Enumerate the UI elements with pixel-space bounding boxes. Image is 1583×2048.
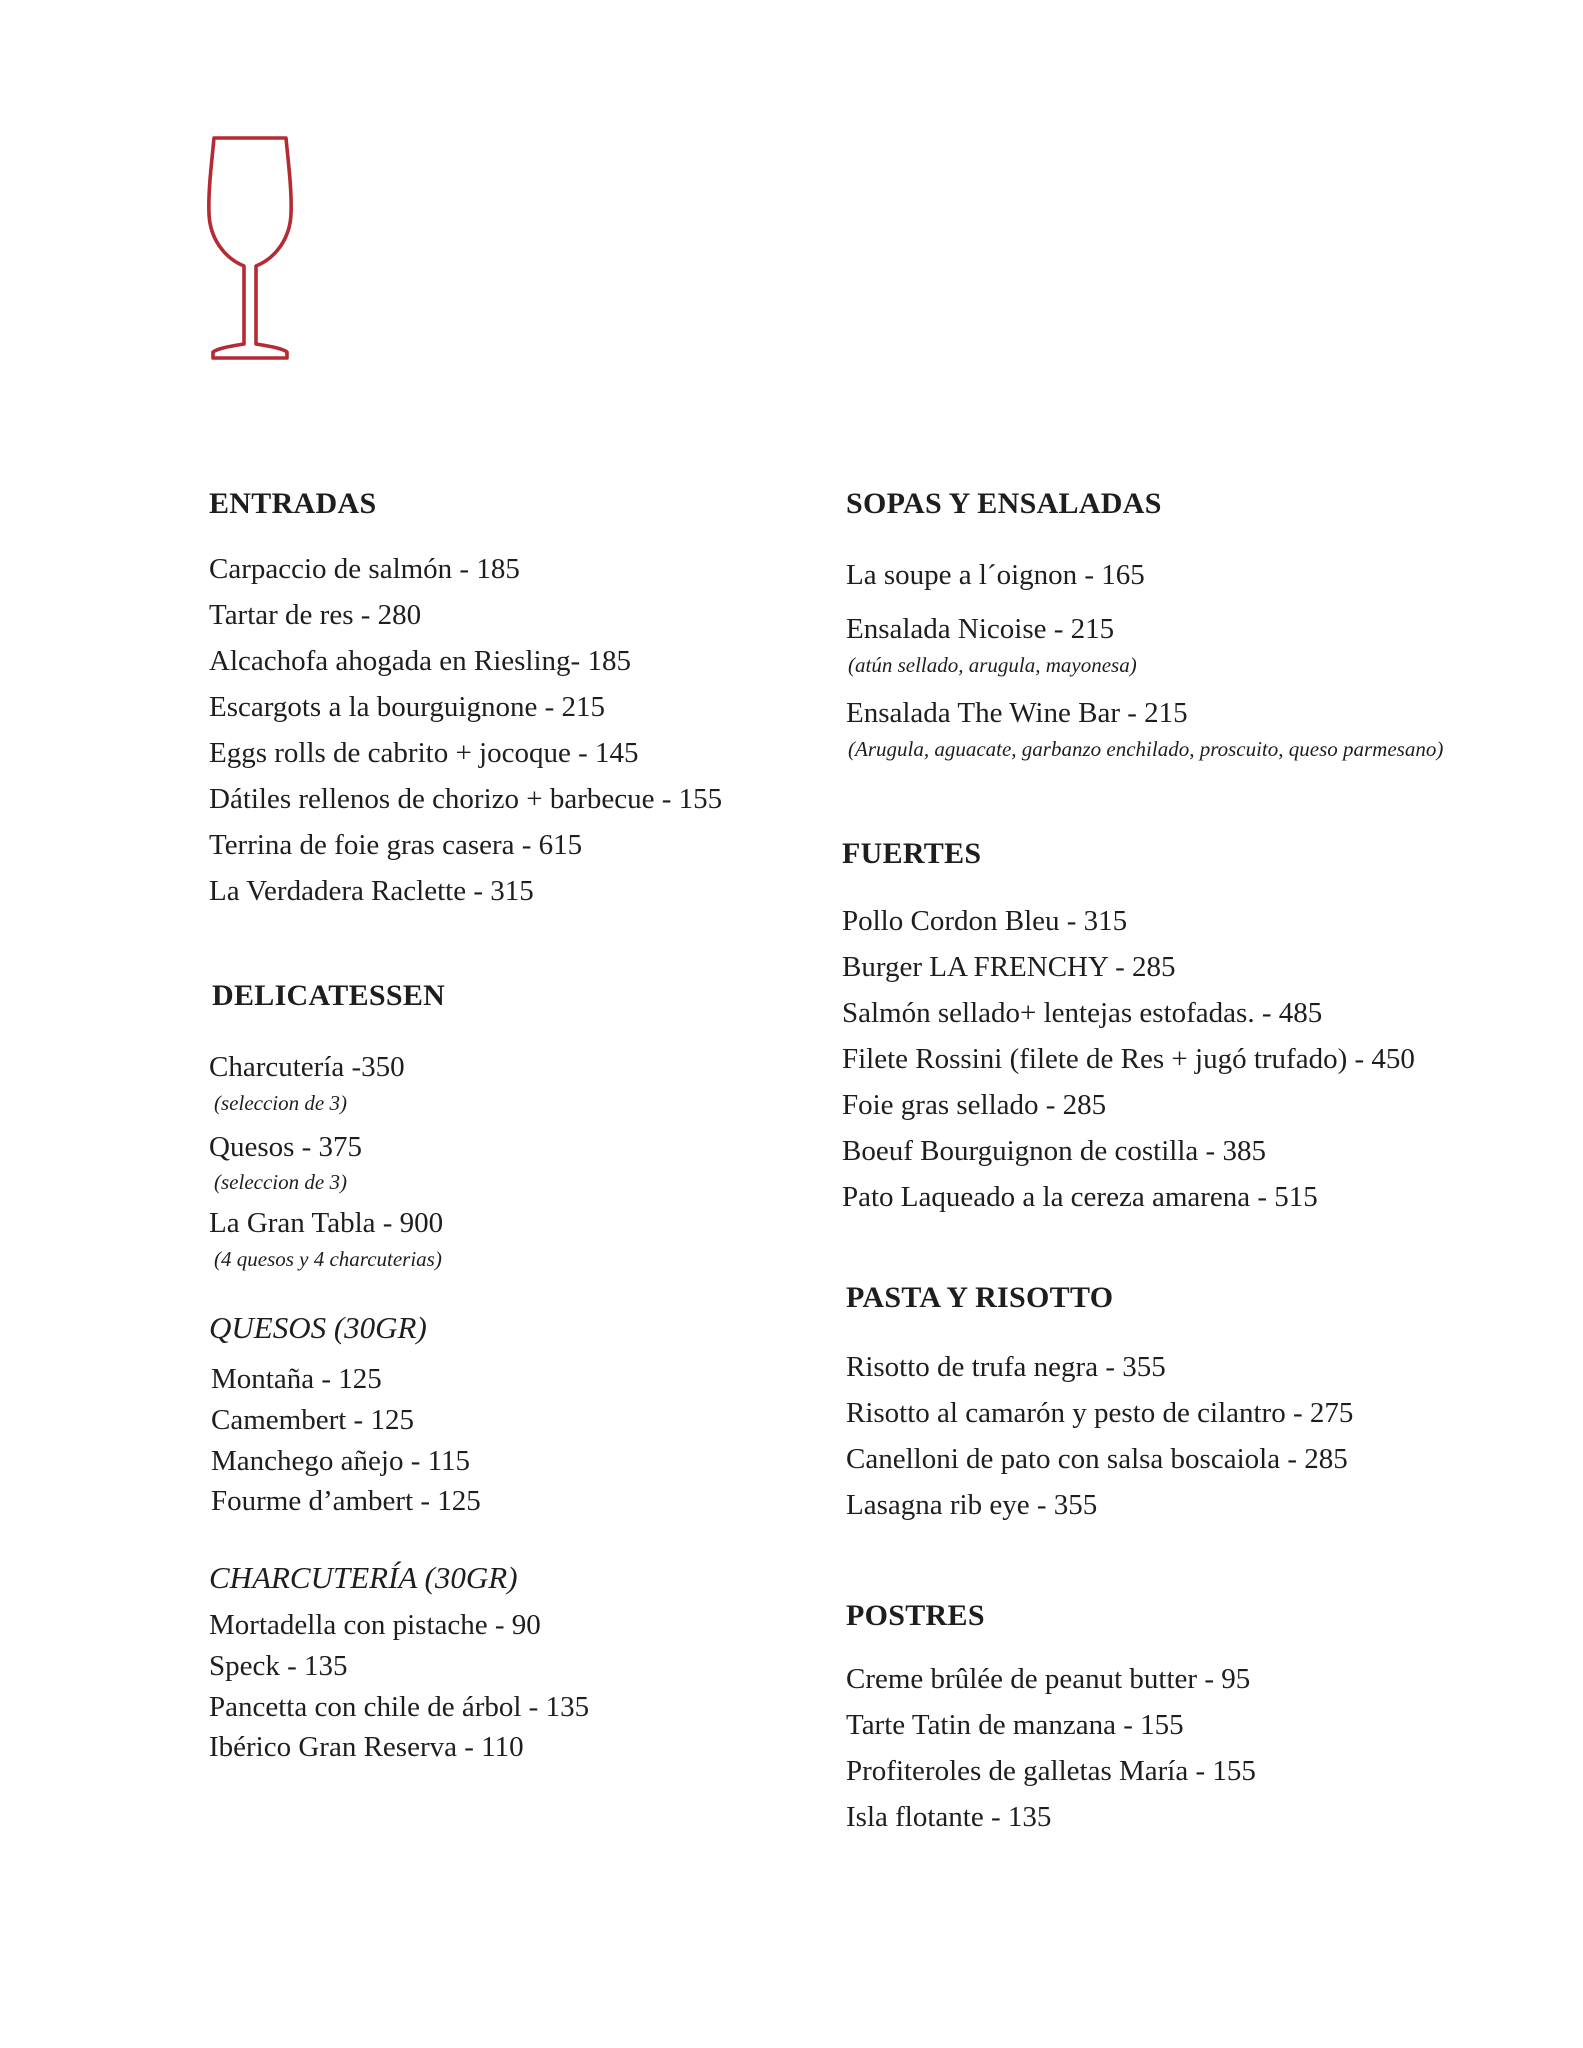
menu-item-note: (Arugula, aguacate, garbanzo enchilado, proscuito, queso parmesano) [848, 737, 1444, 761]
menu-item: Boeuf Bourguignon de costilla - 385 [842, 1135, 1266, 1167]
section-title: PASTA Y RISOTTO [846, 1281, 1114, 1314]
menu-item: Ibérico Gran Reserva - 110 [209, 1731, 524, 1763]
menu-item: Profiteroles de galletas María - 155 [846, 1755, 1256, 1787]
section-title: POSTRES [846, 1599, 985, 1632]
menu-item: La Verdadera Raclette - 315 [209, 875, 534, 907]
menu-item: La Gran Tabla - 900 [209, 1207, 444, 1239]
menu-item: Burger LA FRENCHY - 285 [842, 951, 1176, 983]
section-subtitle: CHARCUTERÍA (30GR) [209, 1560, 518, 1595]
section-quesos [209, 1310, 481, 1517]
menu-item: Pato Laqueado a la cereza amarena - 515 [842, 1181, 1318, 1213]
menu-item: Quesos - 375 [209, 1131, 363, 1163]
menu-item: Pancetta con chile de árbol - 135 [209, 1691, 590, 1723]
section-title: DELICATESSEN [212, 979, 446, 1012]
menu-item: Risotto al camarón y pesto de cilantro - 275 [846, 1397, 1354, 1429]
menu-item: Fourme d’ambert - 125 [211, 1485, 481, 1517]
menu-item: Canelloni de pato con salsa boscaiola - 285 [846, 1443, 1348, 1475]
menu-item: Filete Rossini (filete de Res + jugó trufado) - 450 [842, 1043, 1415, 1075]
section-title: FUERTES [842, 837, 982, 870]
menu-item: Lasagna rib eye - 355 [846, 1489, 1098, 1521]
menu-item: Ensalada Nicoise - 215 [846, 613, 1115, 645]
menu-item-note: (4 quesos y 4 charcuterias) [214, 1247, 442, 1271]
section-pasta-y-risotto [846, 1280, 1354, 1521]
menu-item: Speck - 135 [209, 1650, 348, 1682]
menu-item-note: (seleccion de 3) [214, 1091, 347, 1115]
menu-item-note: (seleccion de 3) [214, 1170, 347, 1194]
section-sopas-y-ensaladas [846, 486, 1444, 761]
menu-item: La soupe a l´oignon - 165 [846, 559, 1145, 591]
menu-item: Dátiles rellenos de chorizo + barbecue - 155 [209, 783, 723, 815]
menu-item: Montaña - 125 [211, 1363, 382, 1395]
section-title: ENTRADAS [209, 487, 377, 520]
menu-item: Charcutería -350 [209, 1051, 405, 1083]
section-subtitle: QUESOS (30GR) [209, 1310, 427, 1345]
section-postres [846, 1598, 1256, 1833]
menu-item: Tarte Tatin de manzana - 155 [846, 1709, 1184, 1741]
menu-item: Eggs rolls de cabrito + jocoque - 145 [209, 737, 639, 769]
section-entradas [209, 486, 723, 907]
menu-item: Risotto de trufa negra - 355 [846, 1351, 1166, 1383]
menu-item: Ensalada The Wine Bar - 215 [846, 697, 1188, 729]
menu-item: Mortadella con pistache - 90 [209, 1609, 541, 1641]
menu-item: Isla flotante - 135 [846, 1801, 1052, 1833]
wine-glass-icon [204, 130, 296, 362]
section-title: SOPAS Y ENSALADAS [846, 487, 1162, 520]
section-charcuteria [209, 1560, 590, 1763]
menu-item: Carpaccio de salmón - 185 [209, 553, 520, 585]
menu-item: Salmón sellado+ lentejas estofadas. - 485 [842, 997, 1323, 1029]
menu-item: Foie gras sellado - 285 [842, 1089, 1107, 1121]
menu-item: Escargots a la bourguignone - 215 [209, 691, 605, 723]
menu-item: Creme brûlée de peanut butter - 95 [846, 1663, 1251, 1695]
menu-item: Tartar de res - 280 [209, 599, 422, 631]
menu-item: Manchego añejo - 115 [211, 1445, 471, 1477]
menu-item: Terrina de foie gras casera - 615 [209, 829, 583, 861]
menu-item: Camembert - 125 [211, 1404, 414, 1436]
section-fuertes [842, 836, 1415, 1213]
menu-item: Pollo Cordon Bleu - 315 [842, 905, 1128, 937]
menu-item: Alcachofa ahogada en Riesling- 185 [209, 645, 631, 677]
section-delicatessen [209, 978, 446, 1271]
menu-item-note: (atún sellado, arugula, mayonesa) [848, 653, 1137, 677]
